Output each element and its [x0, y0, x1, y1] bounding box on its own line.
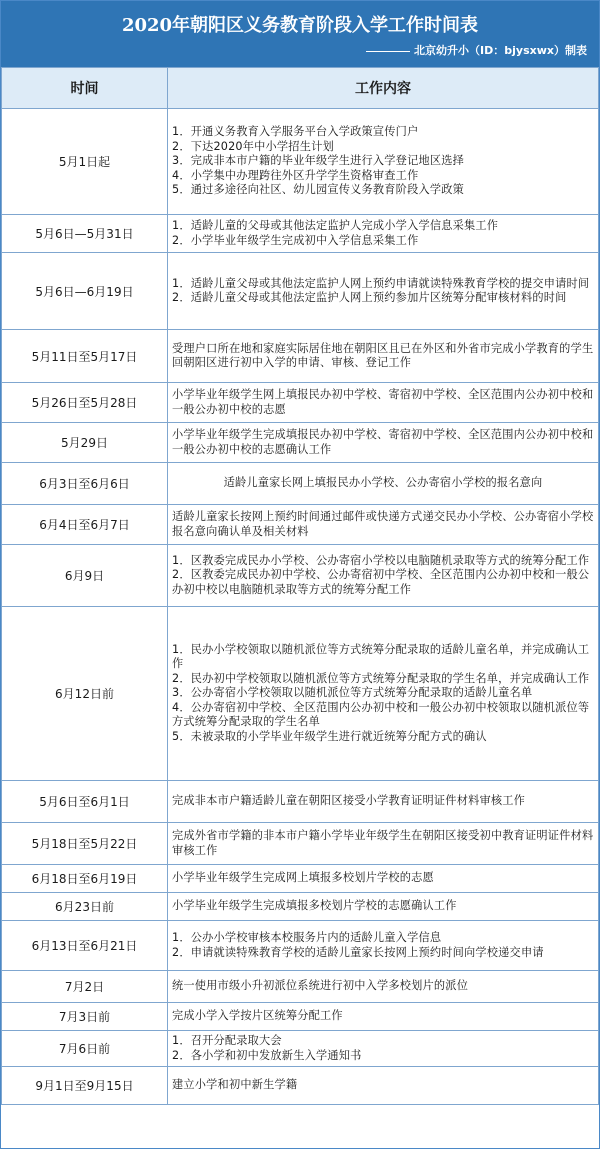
content-line: 2．适龄儿童父母或其他法定监护人网上预约参加片区统筹分配审核材料的时间 [172, 291, 567, 304]
content-line: 2．小学毕业年级学生完成初中入学信息采集工作 [172, 233, 419, 247]
dash-rule [366, 51, 410, 52]
content-line: 3．完成非本市户籍的毕业年级学生进行入学登记地区选择 [172, 154, 465, 168]
content-line: 2．下达2020年中小学招生计划 [172, 139, 334, 153]
row-time: 9月1日至9月15日 [2, 1067, 168, 1105]
table-row [2, 865, 599, 893]
table-row [2, 921, 599, 971]
content-line: 适龄儿童家长网上填报民办小学校、公办寄宿小学校的报名意向 [223, 476, 543, 490]
content-line: 小学毕业年级学生完成网上填报多校划片学校的志愿 [172, 871, 434, 885]
row-content [168, 215, 599, 253]
row-time: 5月29日 [2, 423, 168, 463]
content-line: 完成小学入学按片区统筹分配工作 [172, 1009, 343, 1023]
row-time: 5月11日至5月17日 [2, 330, 168, 383]
table-row [2, 545, 599, 607]
content-line: 小学毕业年级学生网上填报民办初中学校、寄宿初中学校、全区范围内公办初中校和一般公办初中校的志愿 [172, 388, 594, 416]
row-time: 6月18日至6月19日 [2, 865, 168, 893]
table-row [2, 383, 599, 423]
table-body [2, 109, 599, 1105]
table-row [2, 781, 599, 823]
row-content [168, 823, 599, 865]
row-content [168, 463, 599, 505]
row-time: 5月1日起 [2, 109, 168, 215]
row-content [168, 109, 599, 215]
row-content [168, 545, 599, 607]
content-line: 1．开通义务教育入学服务平台入学政策宣传门户 [172, 125, 419, 139]
row-content [168, 971, 599, 1003]
content-line: 受理户口所在地和家庭实际居住地在朝阳区且已在外区和外省市完成小学教育的学生回朝阳区进行初中入学的申请、审核、登记工作 [172, 341, 594, 369]
content-line: 统一使用市级小升初派位系统进行初中入学多校划片的派位 [172, 979, 469, 993]
row-time: 7月3日前 [2, 1003, 168, 1031]
table-row [2, 1067, 599, 1105]
row-content [168, 781, 599, 823]
content-line: 4．小学集中办理跨往外区升学学生资格审查工作 [172, 168, 419, 182]
row-time: 7月6日前 [2, 1031, 168, 1067]
content-line: 1．区教委完成民办小学校、公办寄宿小学校以电脑随机录取等方式的统筹分配工作 [172, 553, 590, 567]
row-time: 5月6日至6月1日 [2, 781, 168, 823]
content-line: 1．适龄儿童父母或其他法定监护人网上预约申请就读特殊教育学校的提交申请时间 [172, 276, 590, 290]
table-row [2, 893, 599, 921]
row-time: 5月6日—6月19日 [2, 253, 168, 330]
content-line: 2．民办初中学校领取以随机派位等方式统筹分配录取的学生名单，并完成确认工作 [172, 671, 590, 685]
row-time: 5月26日至5月28日 [2, 383, 168, 423]
row-time: 6月4日至6月7日 [2, 505, 168, 545]
row-content [168, 865, 599, 893]
table-row [2, 330, 599, 383]
content-line: 1．民办小学校领取以随机派位等方式统筹分配录取的适龄儿童名单，并完成确认工作 [172, 642, 590, 671]
schedule-table [1, 67, 599, 1105]
content-line: 2．各小学和初中发放新生入学通知书 [172, 1048, 362, 1062]
table-row [2, 423, 599, 463]
table-row [2, 607, 599, 781]
content-line: 1．公办小学校审核本校服务片内的适龄儿童入学信息 [172, 931, 442, 944]
row-content [168, 383, 599, 423]
content-line: 1．召开分配录取大会 [172, 1034, 282, 1047]
header-time: 时间 [2, 68, 168, 109]
header-content: 工作内容 [168, 68, 599, 109]
table-row [2, 505, 599, 545]
row-content [168, 1031, 599, 1067]
table-row [2, 215, 599, 253]
row-content [168, 893, 599, 921]
content-line: 4．公办寄宿初中学校、全区范围内公办初中校和一般公办初中校领取以随机派位等方式统筹分配录取的学生名单 [172, 700, 590, 729]
row-content [168, 330, 599, 383]
row-time: 7月2日 [2, 971, 168, 1003]
content-line: 2．区教委完成民办初中学校、公办寄宿初中学校、全区范围内公办初中校和一般公办初中校以电脑随机录取等方式的统筹分配工作 [172, 568, 590, 596]
content-line: 5．未被录取的小学毕业年级学生进行就近统筹分配方式的确认 [172, 729, 487, 743]
table-row [2, 1031, 599, 1067]
content-line: 完成非本市户籍适龄儿童在朝阳区接受小学教育证明证件材料审核工作 [172, 794, 526, 808]
page-title: 2020年朝阳区义务教育阶段入学工作时间表 [121, 15, 479, 36]
table-row [2, 971, 599, 1003]
table-header-row [2, 68, 599, 109]
content-line: 小学毕业年级学生完成填报民办初中学校、寄宿初中学校、全区范围内公办初中校和一般公办初中校的志愿确认工作 [172, 428, 594, 456]
row-time: 6月23日前 [2, 893, 168, 921]
credit-text: 北京幼升小（ID：bjysxwx）制表 [414, 44, 587, 57]
table-row [2, 823, 599, 865]
row-time: 6月3日至6月6日 [2, 463, 168, 505]
row-time: 5月18日至5月22日 [2, 823, 168, 865]
content-line: 完成外省市学籍的非本市户籍小学毕业年级学生在朝阳区接受初中教育证明证件材料审核工作 [172, 829, 594, 857]
table-row [2, 109, 599, 215]
content-line: 小学毕业年级学生完成填报多校划片学校的志愿确认工作 [172, 899, 457, 913]
content-line: 2．申请就读特殊教育学校的适龄儿童家长按网上预约时间向学校递交申请 [172, 945, 544, 959]
row-time: 5月6日—5月31日 [2, 215, 168, 253]
row-content [168, 253, 599, 330]
row-time: 6月13日至6月21日 [2, 921, 168, 971]
table-row [2, 463, 599, 505]
content-line: 1．适龄儿童的父母或其他法定监护人完成小学入学信息采集工作 [172, 219, 499, 232]
row-content [168, 607, 599, 781]
row-content [168, 505, 599, 545]
row-content [168, 921, 599, 971]
row-time: 6月9日 [2, 545, 168, 607]
row-time: 6月12日前 [2, 607, 168, 781]
content-line: 5．通过多途径向社区、幼儿园宣传义务教育阶段入学政策 [172, 183, 465, 197]
title-banner [1, 1, 599, 67]
table-row [2, 1003, 599, 1031]
credit-line [366, 42, 587, 58]
row-content [168, 1067, 599, 1105]
table-row [2, 253, 599, 330]
content-line: 适龄儿童家长按网上预约时间通过邮件或快递方式递交民办小学校、公办寄宿小学校报名意向确认单及相关材料 [172, 510, 594, 538]
content-line: 3．公办寄宿小学校领取以随机派位等方式统筹分配录取的适龄儿童名单 [172, 686, 533, 700]
content-line: 建立小学和初中新生学籍 [172, 1078, 298, 1092]
row-content [168, 1003, 599, 1031]
row-content [168, 423, 599, 463]
